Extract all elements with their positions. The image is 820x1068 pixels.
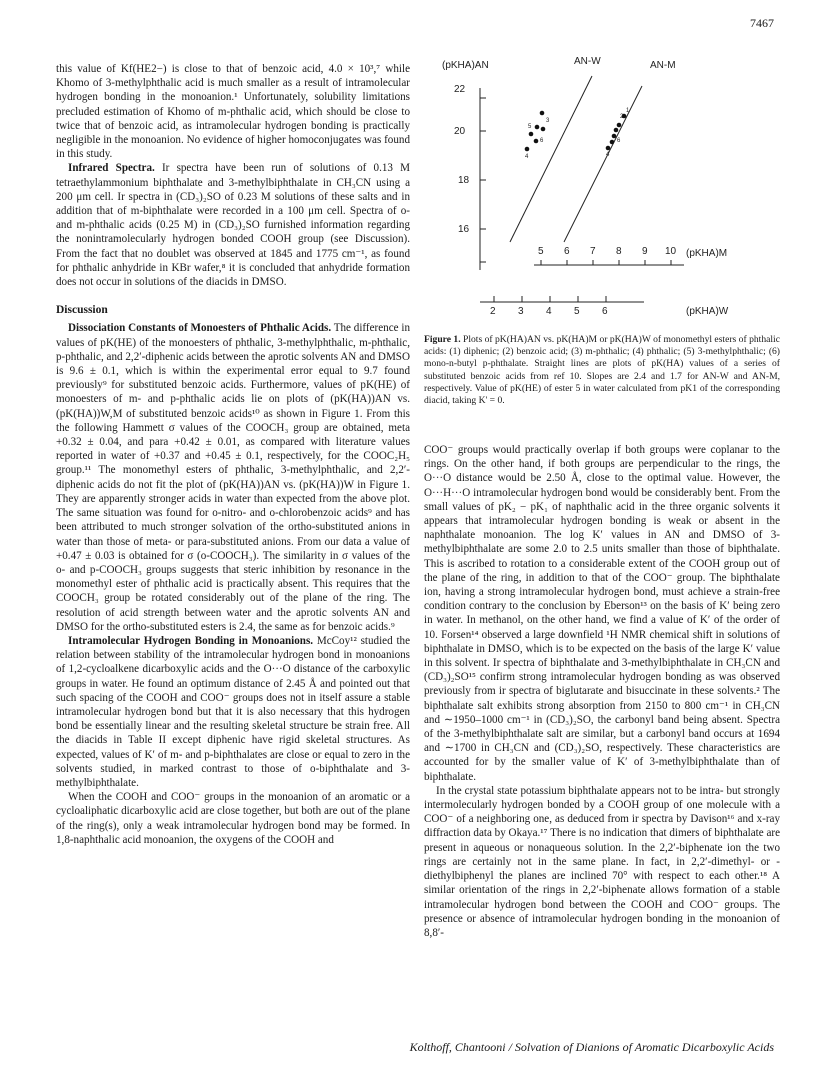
x-tick-label: 7 [590,246,596,257]
x-tick-label: 3 [518,306,524,317]
x-tick-label: 5 [574,306,580,317]
data-point [612,134,617,139]
figure-caption [424,334,780,407]
x-tick-label: 4 [546,306,552,317]
figure-1 [424,30,780,330]
x-tick-label: 6 [564,246,570,257]
data-point [614,128,619,133]
point-label: 4 [525,154,529,160]
caption-text: Plots of pK(HA)AN vs. pK(HA)M or pK(HA)W of monomethyl esters of phthalic acids: (1) diphenic; (2) benzoic acid; (3) m-phthalic; (4) phthalic; (5) 3-methylphthalic; (6) mono-n-butyl p-phthalate. Straight lines are plots of pK(HA) values of a series of substituted benzoic acids from ref 10. Slopes are 2.4 and 1.7 for AN-W and AN-M, respectively. Value of pK(HE) of ester 5 in water calculated from pK1 of the corresponding diacid, taking K' = 0. [424,334,780,407]
y-axis-label: (pKHA)AN [442,60,489,71]
x-tick-label: 8 [616,246,622,257]
caption-label: Figure 1. [424,334,461,345]
point-label: 3 [546,118,550,124]
fit-line-an-w [510,76,592,242]
data-point [540,111,545,116]
left-column [56,62,410,847]
data-point [534,139,539,144]
x-axis-label-w: (pKHA)W [686,306,729,317]
paragraph-text: Ir spectra have been run of solutions of 0.13 M tetraethylammonium biphthalate and 3-methylbiphthalate in CH₃CN using a 200 μm cell. Ir spectra in (CD₃)₂SO of 0.23 M solutions of these salts and in addition that of m-biphthalate were recorded in a 100 μm cell. Spectra of o- and m-phthalic acids (0.25 M) in (CD₃)₂SO furnished information regarding the nonintramolecularly hydrogen bonded COOH group (see Discussion). From the fact that no doublet was observed at 1845 and 1775 cm⁻¹, as found for phthalic anhydride in KBr wafer,⁸ it is concluded that anhydride formation does not occur in solutions of the diacids in DMSO. [56,162,410,289]
x-tick-label: 9 [642,246,648,257]
data-point [610,140,615,145]
right-column [424,443,780,940]
run-in-heading: Intramolecular Hydrogen Bonding in Monoanions. [68,634,314,647]
line-label-an-m: AN-M [650,60,676,71]
point-label: 2 [620,114,624,120]
x-tick-label: 5 [538,246,544,257]
x-tick-label: 2 [490,306,496,317]
data-point [617,123,622,128]
line-label-an-w: AN-W [574,56,601,67]
paragraph [56,161,410,289]
paragraph: COO⁻ groups would practically overlap if both groups were coplanar to the rings. On the other hand, if both groups are perpendicular to the rings, the O···O distance would be 2.50 Å, close to the optimal value. However, the O···H···O intramolecular hydrogen bond would be considerably bent. From the small values of pK₂ − pK₁ of naphthalic acid in the three organic solvents it appears that intramolecular hydrogen bonding is weak or absent in the naphthalate monoanion. The log K′ values in AN and DMSO of 3-methylbiphthalate are some 2.0 to 2.5 units smaller than those of biphthalate. This is ascribed to rotation to a considerable extent of the COOH group out of the plane of the ring, in addition to that of the COO⁻ group. The biphthalate ion, having a strong intramolecular hydrogen bond, must achieve a strain-free condition contrary to the conclusion by Eberson¹³ on the basis of K′ being zero in water. In methanol, on the other hand, we find a value of K′ of the order of 10. Forsen¹⁴ observed a large downfield ¹H NMR chemical shift in solutions of biphthalate in DMSO, which is to be expected on the basis of the large K′ value in this solvent. Ir spectra of biphthalate and 3-methylbiphthalate in CH₃CN and (CD₃)₂SO¹⁵ confirm strong intramolecular hydrogen bonding as was observed previously from ir spectra of biglutarate and bisuccinate in these solvents.² The biphthalate salt exhibits strong absorption from 2150 to 800 cm⁻¹ in CH₃CN and ∼1950–1000 cm⁻¹ in (CD₃)₂SO, the carbonyl band being absent. Spectra of the 3-methylbiphthalate salt are similar, but a carbonyl band occurs at 1694 and ∼1700 in CH₃CN and (CD₃)₂SO, respectively. These characteristics are accounted for by the smaller value of K′ of 3-methylbiphthalate than of biphthalate. [424,444,780,783]
run-in-heading: Dissociation Constants of Monoesters of Phthalic Acids. [68,322,332,335]
data-point [525,147,530,152]
point-label: 5 [528,124,532,130]
x-tick-label: 10 [665,246,677,257]
section-heading: Discussion [56,304,108,317]
paragraph-text: The difference in values of pK(HE) of the monoesters of phthalic, 3-methylphthalic, m-phthalic, p-phthalic, and 2,2′-diphenic acids between the aprotic solvents AN and DMSO is 9.6 ± 0.1, which is within the experimental error equal to 9.7 found previously⁹ for substituted benzoic acids. Furthermore, values of pK(HE) of monoesters of m- and p-phthalic acids lie on plots of (pK(HA))AN vs. (pK(HA))W,M of substituted benzoic acids¹⁰ as shown in Figure 1. From this the following Hammett σ values of the COOCH₃ group are obtained, meta +0.32 ± 0.04, and para +0.42 ± 0.01, as compared with literature values reported in water of +0.37 and +0.45 ± 0.1, respectively, for the COOC₂H₅ group.¹¹ The monomethyl esters of phthalic, 3-methylphthalic, and 2,2′-diphenic acids do not fit the plot of (pK(HA))AN vs. (pK(HA))W in Figure 1. They are apparently stronger acids in water than expected from the above plot. The same situation was found for o-nitro- and o-chlorobenzoic acids⁹ and has been attributed to much stronger solvation of the ortho-substituted anions in water than those of meta- or para-substituted anions. From our data a value of +0.47 ± 0.03 is obtained for σ (o-COOCH₃). The similarity in σ values of the o- and p-COOCH₃ groups suggests that steric inhibition by resonance in the monomethyl ester of phthalic acid is practically absent. This requires that the COOCH₃ group be rotated considerably out of the plane of the ring. The resolution of acid strength between water and the aprotic solvents AN and DMSO for the ortho-substituted esters is 2.4, the same as for benzoic acids.⁹ [56,322,410,633]
x-tick-label: 6 [602,306,608,317]
paragraph: When the COOH and COO⁻ groups in the monoanion of an aromatic or a cycloaliphatic dicarboxylic acid are close together, but both are out of the plane of the ring(s), only a weak intramolecular hydrogen bond may be formed. In 1,8-naphthalic acid monoanion, the oxygens of the COOH and [56,791,410,846]
data-point [535,125,540,130]
data-point [606,146,611,151]
figure-plot [424,30,780,330]
paragraph [56,321,410,633]
point-label: 6 [617,138,621,144]
point-label: 1 [626,108,630,114]
y-tick-label: 20 [454,126,466,137]
y-tick-label: 16 [458,224,470,235]
running-footer: Kolthoff, Chantooni / Solvation of Dianions of Aromatic Dicarboxylic Acids [409,1040,774,1054]
run-in-heading: Infrared Spectra. [68,162,155,175]
paragraph [56,634,410,790]
page-number: 7467 [750,16,774,30]
x-axis-label-m: (pKHA)M [686,248,728,259]
paragraph-text: McCoy¹² studied the relation between stability of the intramolecular hydrogen bond in monoanions of 1,2-cycloalkene dicarboxylic acids and the O···O distance of the carboxylic groups in water. He found an optimum distance of 2.45 Å and pointed out that such spacing of the COOH and COO⁻ groups does not in itself assure a stable intramolecular hydrogen bond but that it is also necessary that this hydrogen bond be essentially linear and the resulting skeletal structure be strain free. All the diacids in Table II except diphenic have rigid skeletal structures. As expected, values of K′ of m- and p-biphthalates are close or equal to zero in the solvents studied, in marked contrast to those of o-biphthalate and 3-methylbiphthalate. [56,634,410,789]
y-tick-label: 22 [454,84,466,95]
point-label: 6 [540,138,544,144]
y-tick-label: 18 [458,175,470,186]
data-point [541,127,546,132]
paragraph: In the crystal state potassium biphthalate appears not to be intra- but strongly intermolecularly hydrogen bonded by a COOH group of one molecule with a COO⁻ of a neighboring one, as deduced from ir spectra by Davison¹⁶ and x-ray diffraction data by Okaya.¹⁷ There is no indication that dimers of biphthalate are present in aqueous or nonaqueous solution. In the 2,2′-biphenate ion the two rings are certainly not in the same plane. In fact, in 2,2′-dimethyl- or -diethylbiphenyl the planes are inclined 70° with respect to each other.¹⁸ A similar orientation of the rings in 2,2′-biphenate allows formation of a stable intramolecular hydrogen bond between the COOH and COO⁻ groups. The presence or absence of intramolecular hydrogen bonding in the monoanion of 8,8′- [424,784,780,939]
data-point [529,132,534,137]
paragraph: this value of Kf(HE2−) is close to that of benzoic acid, 4.0 × 10³,⁷ while Khomo of 3-methylphthalic acid is much smaller as a result of intramolecular hydrogen bonding in the monoanion.¹ Unfortunately, solubility limitations precluded estimation of Khomo of m-phthalic acid, which should be close to twice that of benzoic acid, as intramolecular hydrogen bonding is practically negligible in the monoanion. No evidence of higher homoconjugates was found in this study. [56,63,410,161]
point-label: 4 [606,152,610,158]
